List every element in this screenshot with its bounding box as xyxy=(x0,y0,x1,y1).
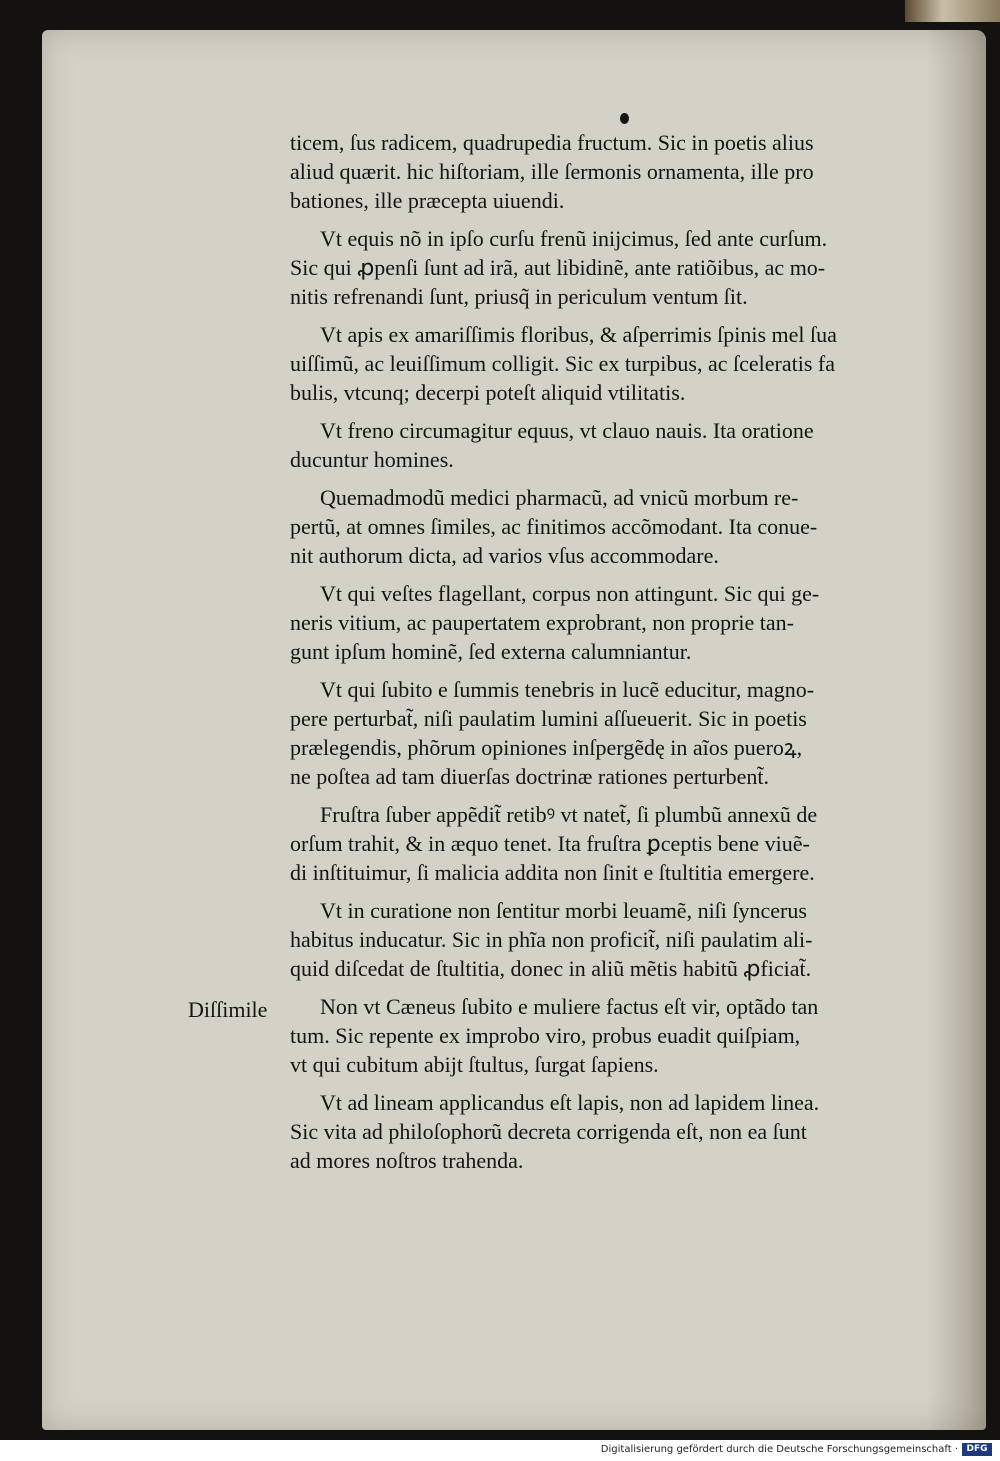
paragraph xyxy=(290,579,950,666)
paragraph xyxy=(290,800,950,887)
text-line: ad mores noſtros trahenda. xyxy=(290,1148,524,1173)
text-line: Vt equis nõ in ipſo curſu frenũ inijcimus, ſed ante curſum. xyxy=(320,226,828,251)
text-line: Vt apis ex amariſſimis floribus, & aſperrimis ſpinis mel ſua xyxy=(320,322,837,347)
paragraph xyxy=(290,416,950,474)
dfg-logo-icon: DFG xyxy=(962,1443,992,1456)
text-line: vt qui cubitum abijt ſtultus, ſurgat ſapiens. xyxy=(290,1052,659,1077)
paragraph xyxy=(290,675,950,791)
paragraph xyxy=(290,224,950,311)
paragraph xyxy=(290,992,950,1079)
text-line: uiſſimũ, ac leuiſſimum colligit. Sic ex turpibus, ac ſceleratis fa xyxy=(290,351,835,376)
footer-bar xyxy=(0,1440,1000,1461)
text-line: nitis refrenandi ſunt, priusq̃ in periculum ventum ſit. xyxy=(290,284,748,309)
footer-credit: Digitalisierung gefördert durch die Deutsche Forschungsgemeinschaft · xyxy=(600,1444,958,1455)
printer-mark xyxy=(620,113,629,124)
page-corner-fragment xyxy=(905,0,1000,22)
text-line: pertũ, at omnes ſimiles, ac finitimos accõmodant. Ita conue- xyxy=(290,514,818,539)
text-line: Vt qui veſtes flagellant, corpus non attingunt. Sic qui ge- xyxy=(320,581,820,606)
text-line: Non vt Cæneus ſubito e muliere factus eſt vir, optãdo tan xyxy=(320,994,819,1019)
paragraph xyxy=(290,128,950,215)
text-line: di inſtituimur, ſi malicia addita non ſinit e ſtultitia emergere. xyxy=(290,860,815,885)
text-line: quid diſcedat de ſtultitia, donec in aliũ mẽtis habitũ ꝓficiat̃. xyxy=(290,956,812,981)
text-line: gunt ipſum hominẽ, ſed externa calumniantur. xyxy=(290,639,692,664)
text-line: nit authorum dicta, ad varios vſus accommodare. xyxy=(290,543,719,568)
text-line: tum. Sic repente ex improbo viro, probus euadit quiſpiam, xyxy=(290,1023,801,1048)
text-line: bulis, vtcunq; decerpi poteſt aliquid vtilitatis. xyxy=(290,380,686,405)
text-line: ducuntur homines. xyxy=(290,447,454,472)
text-line: Vt qui ſubito e ſummis tenebris in lucẽ educitur, magno- xyxy=(320,677,815,702)
paragraph xyxy=(290,1088,950,1175)
margin-note: Diſſimile xyxy=(188,997,268,1022)
text-line: Quemadmodũ medici pharmacũ, ad vnicũ morbum re- xyxy=(320,485,799,510)
text-line: Vt freno circumagitur equus, vt clauo nauis. Ita oratione xyxy=(320,418,814,443)
text-line: Vt ad lineam applicandus eſt lapis, non ad lapidem linea. xyxy=(320,1090,820,1115)
text-line: Sic vita ad philoſophorũ decreta corrigenda eſt, non ea ſunt xyxy=(290,1119,807,1144)
text-line: pere perturbat̃, niſi paulatim lumini aſſueuerit. Sic in poetis xyxy=(290,706,807,731)
paragraph xyxy=(290,896,950,983)
text-line: Sic qui ꝓpenſi ſunt ad irã, aut libidinẽ, ante ratiõibus, ac mo- xyxy=(290,255,826,280)
text-line: Vt in curatione non ſentitur morbi leuamẽ, niſi ſyncerus xyxy=(320,898,807,923)
text-line: ne poſtea ad tam diuerſas doctrinæ rationes perturbent̃. xyxy=(290,764,769,789)
text-line: orſum trahit, & in æquo tenet. Ita fruſtra ꝑceptis bene viuẽ- xyxy=(290,831,810,856)
text-line: neris vitium, ac paupertatem exprobrant, non proprie tan- xyxy=(290,610,794,635)
text-line: habitus inducatur. Sic in phĩa non proficit̃, niſi paulatim ali- xyxy=(290,927,813,952)
paragraph xyxy=(290,483,950,570)
text-line: bationes, ille præcepta uiuendi. xyxy=(290,188,565,213)
text-line: Fruſtra ſuber appẽdit̃ retibꝰ vt natet̃, ſi plumbũ annexũ de xyxy=(320,802,818,827)
page-text xyxy=(290,128,950,1184)
text-line: prælegendis, phõrum opiniones inſpergẽdę in aĩos pueroꝝ, xyxy=(290,735,803,760)
paragraph xyxy=(290,320,950,407)
text-line: aliud quærit. hic hiſtoriam, ille ſermonis ornamenta, ille pro xyxy=(290,159,814,184)
text-line: ticem, ſus radicem, quadrupedia fructum. Sic in poetis alius xyxy=(290,130,814,155)
